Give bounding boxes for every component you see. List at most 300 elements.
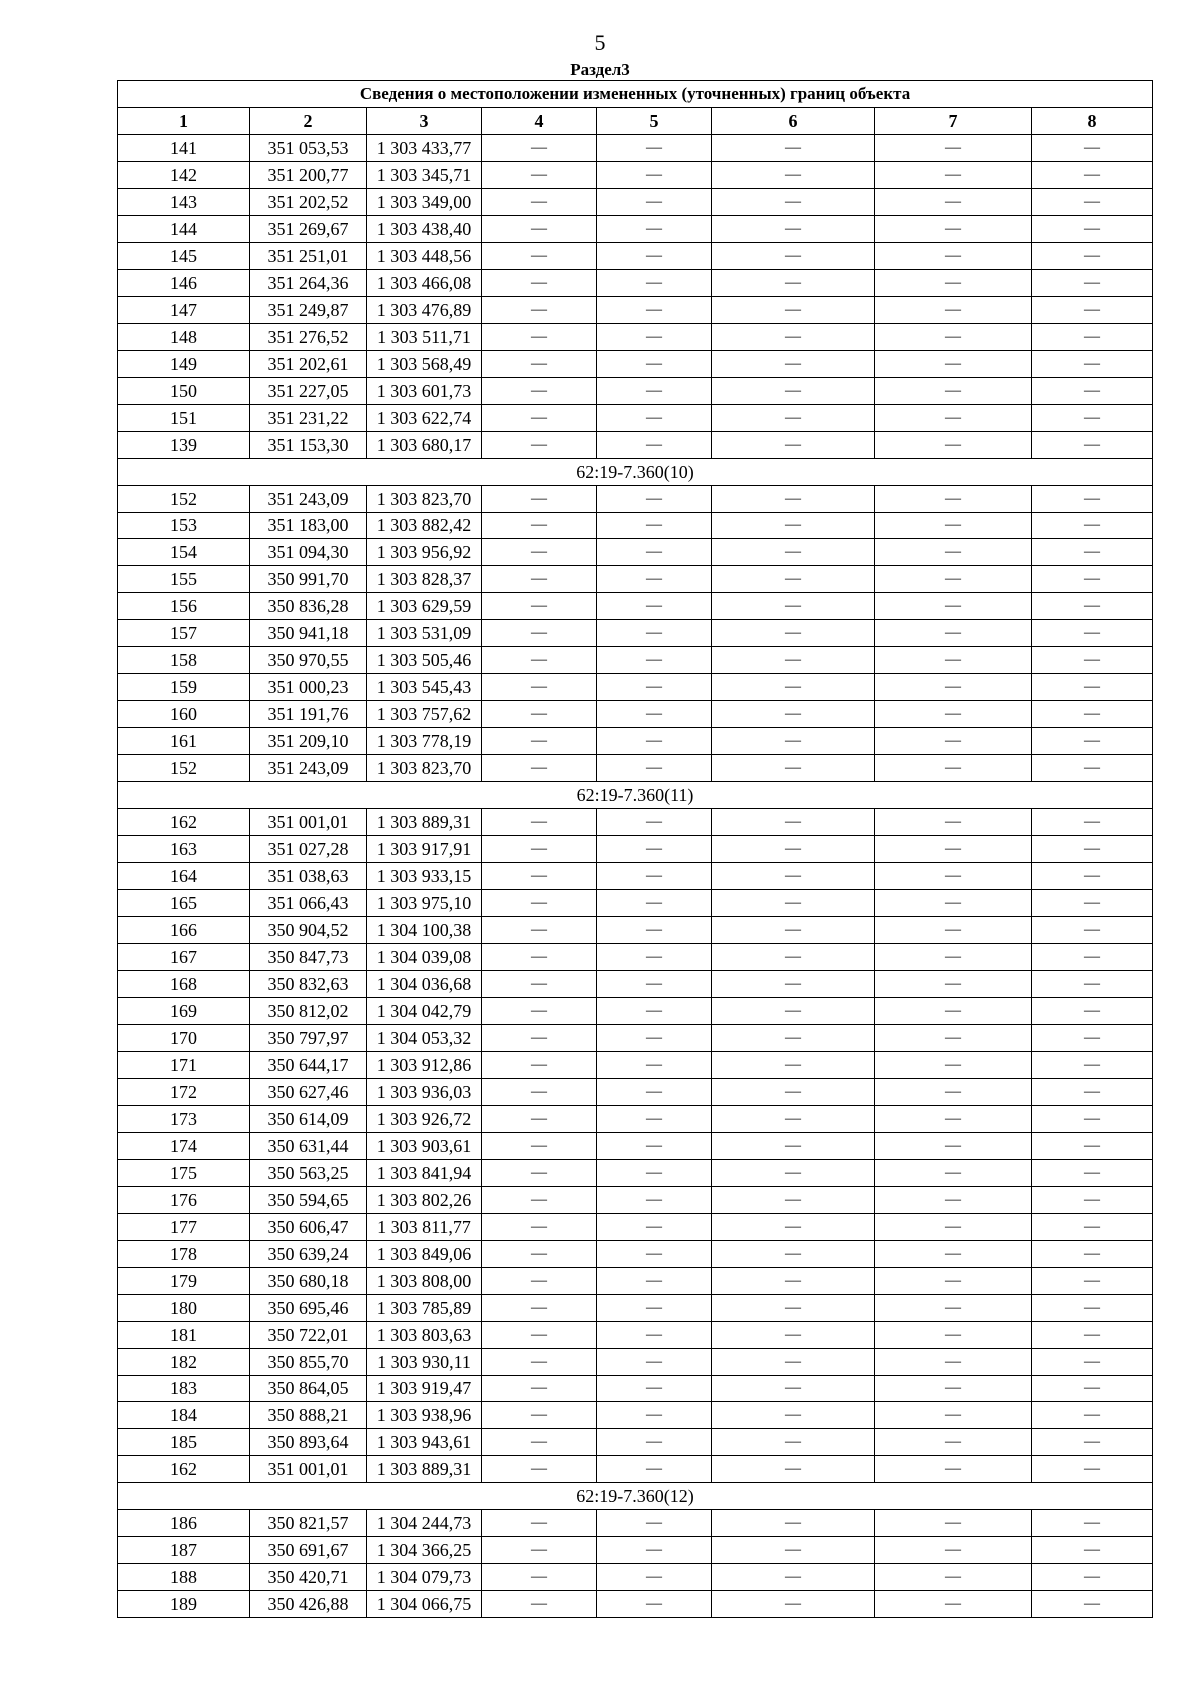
group-row	[118, 1483, 1153, 1510]
group-row	[118, 458, 1153, 485]
empty-dash-cell: —	[1032, 1105, 1153, 1132]
empty-dash-cell: —	[597, 620, 712, 647]
point-number-cell: 150	[118, 377, 250, 404]
empty-dash-cell: —	[712, 674, 875, 701]
y-coordinate-cell: 1 303 629,59	[367, 593, 482, 620]
empty-dash-cell: —	[482, 944, 597, 971]
point-number-cell: 173	[118, 1105, 250, 1132]
empty-dash-cell: —	[712, 997, 875, 1024]
empty-dash-cell: —	[712, 1510, 875, 1537]
empty-dash-cell: —	[1032, 836, 1153, 863]
table-row	[118, 1321, 1153, 1348]
empty-dash-cell: —	[712, 1591, 875, 1618]
empty-dash-cell: —	[1032, 1375, 1153, 1402]
empty-dash-cell: —	[875, 647, 1032, 674]
table-row	[118, 350, 1153, 377]
table-row	[118, 242, 1153, 269]
empty-dash-cell: —	[712, 836, 875, 863]
column-header: 1	[118, 107, 250, 134]
empty-dash-cell: —	[875, 863, 1032, 890]
x-coordinate-cell: 351 066,43	[250, 890, 367, 917]
x-coordinate-cell: 350 627,46	[250, 1078, 367, 1105]
empty-dash-cell: —	[482, 1591, 597, 1618]
empty-dash-cell: —	[712, 1105, 875, 1132]
empty-dash-cell: —	[482, 1456, 597, 1483]
empty-dash-cell: —	[597, 1510, 712, 1537]
empty-dash-cell: —	[875, 1267, 1032, 1294]
empty-dash-cell: —	[1032, 269, 1153, 296]
empty-dash-cell: —	[597, 1078, 712, 1105]
empty-dash-cell: —	[875, 809, 1032, 836]
empty-dash-cell: —	[482, 1402, 597, 1429]
empty-dash-cell: —	[597, 1186, 712, 1213]
table-row	[118, 1024, 1153, 1051]
empty-dash-cell: —	[597, 512, 712, 539]
empty-dash-cell: —	[712, 566, 875, 593]
empty-dash-cell: —	[482, 890, 597, 917]
empty-dash-cell: —	[712, 485, 875, 512]
empty-dash-cell: —	[1032, 917, 1153, 944]
empty-dash-cell: —	[482, 377, 597, 404]
x-coordinate-cell: 351 227,05	[250, 377, 367, 404]
y-coordinate-cell: 1 303 936,03	[367, 1078, 482, 1105]
x-coordinate-cell: 351 276,52	[250, 323, 367, 350]
empty-dash-cell: —	[875, 728, 1032, 755]
point-number-cell: 164	[118, 863, 250, 890]
y-coordinate-cell: 1 303 849,06	[367, 1240, 482, 1267]
table-row	[118, 323, 1153, 350]
empty-dash-cell: —	[712, 647, 875, 674]
point-number-cell: 174	[118, 1132, 250, 1159]
empty-dash-cell: —	[1032, 863, 1153, 890]
empty-dash-cell: —	[482, 1267, 597, 1294]
x-coordinate-cell: 351 209,10	[250, 728, 367, 755]
empty-dash-cell: —	[597, 1348, 712, 1375]
empty-dash-cell: —	[875, 1429, 1032, 1456]
y-coordinate-cell: 1 303 680,17	[367, 431, 482, 458]
table-row	[118, 647, 1153, 674]
y-coordinate-cell: 1 303 889,31	[367, 1456, 482, 1483]
empty-dash-cell: —	[1032, 296, 1153, 323]
x-coordinate-cell: 350 812,02	[250, 997, 367, 1024]
point-number-cell: 152	[118, 755, 250, 782]
table-row	[118, 1348, 1153, 1375]
empty-dash-cell: —	[875, 215, 1032, 242]
point-number-cell: 142	[118, 161, 250, 188]
y-coordinate-cell: 1 304 036,68	[367, 970, 482, 997]
empty-dash-cell: —	[875, 970, 1032, 997]
point-number-cell: 163	[118, 836, 250, 863]
empty-dash-cell: —	[712, 944, 875, 971]
empty-dash-cell: —	[597, 161, 712, 188]
empty-dash-cell: —	[875, 350, 1032, 377]
empty-dash-cell: —	[875, 1051, 1032, 1078]
x-coordinate-cell: 351 251,01	[250, 242, 367, 269]
empty-dash-cell: —	[597, 593, 712, 620]
empty-dash-cell: —	[712, 701, 875, 728]
empty-dash-cell: —	[597, 1294, 712, 1321]
empty-dash-cell: —	[482, 1294, 597, 1321]
table-row	[118, 1132, 1153, 1159]
empty-dash-cell: —	[875, 1375, 1032, 1402]
empty-dash-cell: —	[875, 323, 1032, 350]
point-number-cell: 170	[118, 1024, 250, 1051]
y-coordinate-cell: 1 304 039,08	[367, 944, 482, 971]
x-coordinate-cell: 350 970,55	[250, 647, 367, 674]
column-header: 7	[875, 107, 1032, 134]
empty-dash-cell: —	[875, 1294, 1032, 1321]
point-number-cell: 153	[118, 512, 250, 539]
x-coordinate-cell: 351 038,63	[250, 863, 367, 890]
group-label: 62:19-7.360(11)	[118, 782, 1153, 809]
empty-dash-cell: —	[875, 404, 1032, 431]
y-coordinate-cell: 1 304 100,38	[367, 917, 482, 944]
empty-dash-cell: —	[712, 1537, 875, 1564]
table-row	[118, 161, 1153, 188]
x-coordinate-cell: 351 231,22	[250, 404, 367, 431]
empty-dash-cell: —	[875, 161, 1032, 188]
table-row	[118, 269, 1153, 296]
empty-dash-cell: —	[482, 539, 597, 566]
point-number-cell: 149	[118, 350, 250, 377]
y-coordinate-cell: 1 303 943,61	[367, 1429, 482, 1456]
point-number-cell: 162	[118, 1456, 250, 1483]
empty-dash-cell: —	[597, 1159, 712, 1186]
x-coordinate-cell: 350 594,65	[250, 1186, 367, 1213]
table-row	[118, 1402, 1153, 1429]
empty-dash-cell: —	[712, 1024, 875, 1051]
table-row	[118, 1375, 1153, 1402]
x-coordinate-cell: 351 153,30	[250, 431, 367, 458]
table-row	[118, 1510, 1153, 1537]
point-number-cell: 187	[118, 1537, 250, 1564]
empty-dash-cell: —	[712, 1159, 875, 1186]
empty-dash-cell: —	[597, 1105, 712, 1132]
empty-dash-cell: —	[712, 1321, 875, 1348]
y-coordinate-cell: 1 303 466,08	[367, 269, 482, 296]
empty-dash-cell: —	[875, 674, 1032, 701]
empty-dash-cell: —	[712, 1240, 875, 1267]
empty-dash-cell: —	[482, 323, 597, 350]
empty-dash-cell: —	[712, 512, 875, 539]
point-number-cell: 160	[118, 701, 250, 728]
y-coordinate-cell: 1 303 926,72	[367, 1105, 482, 1132]
empty-dash-cell: —	[482, 1537, 597, 1564]
empty-dash-cell: —	[875, 944, 1032, 971]
table-row	[118, 431, 1153, 458]
empty-dash-cell: —	[712, 917, 875, 944]
empty-dash-cell: —	[875, 1132, 1032, 1159]
empty-dash-cell: —	[482, 215, 597, 242]
empty-dash-cell: —	[712, 1132, 875, 1159]
table-row	[118, 1240, 1153, 1267]
y-coordinate-cell: 1 303 349,00	[367, 188, 482, 215]
column-header: 3	[367, 107, 482, 134]
empty-dash-cell: —	[1032, 404, 1153, 431]
table-row	[118, 701, 1153, 728]
x-coordinate-cell: 351 094,30	[250, 539, 367, 566]
table-row	[118, 1105, 1153, 1132]
empty-dash-cell: —	[482, 1213, 597, 1240]
empty-dash-cell: —	[1032, 1078, 1153, 1105]
empty-dash-cell: —	[482, 566, 597, 593]
table-row	[118, 1429, 1153, 1456]
x-coordinate-cell: 350 821,57	[250, 1510, 367, 1537]
empty-dash-cell: —	[482, 863, 597, 890]
y-coordinate-cell: 1 303 511,71	[367, 323, 482, 350]
table-row	[118, 215, 1153, 242]
empty-dash-cell: —	[597, 134, 712, 161]
empty-dash-cell: —	[1032, 566, 1153, 593]
empty-dash-cell: —	[1032, 1132, 1153, 1159]
x-coordinate-cell: 350 639,24	[250, 1240, 367, 1267]
empty-dash-cell: —	[597, 215, 712, 242]
empty-dash-cell: —	[597, 296, 712, 323]
empty-dash-cell: —	[1032, 755, 1153, 782]
empty-dash-cell: —	[597, 701, 712, 728]
empty-dash-cell: —	[875, 242, 1032, 269]
point-number-cell: 183	[118, 1375, 250, 1402]
point-number-cell: 166	[118, 917, 250, 944]
table-row	[118, 1456, 1153, 1483]
y-coordinate-cell: 1 303 919,47	[367, 1375, 482, 1402]
table-row	[118, 917, 1153, 944]
empty-dash-cell: —	[875, 1105, 1032, 1132]
empty-dash-cell: —	[1032, 350, 1153, 377]
empty-dash-cell: —	[597, 350, 712, 377]
empty-dash-cell: —	[1032, 1267, 1153, 1294]
empty-dash-cell: —	[1032, 161, 1153, 188]
x-coordinate-cell: 350 644,17	[250, 1051, 367, 1078]
empty-dash-cell: —	[1032, 242, 1153, 269]
empty-dash-cell: —	[875, 1321, 1032, 1348]
point-number-cell: 186	[118, 1510, 250, 1537]
empty-dash-cell: —	[1032, 431, 1153, 458]
column-header-row	[118, 107, 1153, 134]
table-row	[118, 1267, 1153, 1294]
empty-dash-cell: —	[875, 1456, 1032, 1483]
point-number-cell: 143	[118, 188, 250, 215]
empty-dash-cell: —	[482, 161, 597, 188]
empty-dash-cell: —	[712, 593, 875, 620]
empty-dash-cell: —	[482, 404, 597, 431]
empty-dash-cell: —	[482, 1510, 597, 1537]
empty-dash-cell: —	[482, 701, 597, 728]
empty-dash-cell: —	[482, 134, 597, 161]
column-header: 6	[712, 107, 875, 134]
empty-dash-cell: —	[482, 647, 597, 674]
table-row	[118, 539, 1153, 566]
empty-dash-cell: —	[1032, 728, 1153, 755]
empty-dash-cell: —	[482, 593, 597, 620]
y-coordinate-cell: 1 303 505,46	[367, 647, 482, 674]
x-coordinate-cell: 351 269,67	[250, 215, 367, 242]
empty-dash-cell: —	[597, 404, 712, 431]
table-row	[118, 970, 1153, 997]
empty-dash-cell: —	[597, 1213, 712, 1240]
empty-dash-cell: —	[875, 1348, 1032, 1375]
point-number-cell: 182	[118, 1348, 250, 1375]
empty-dash-cell: —	[712, 539, 875, 566]
empty-dash-cell: —	[712, 1564, 875, 1591]
point-number-cell: 141	[118, 134, 250, 161]
x-coordinate-cell: 350 855,70	[250, 1348, 367, 1375]
y-coordinate-cell: 1 303 903,61	[367, 1132, 482, 1159]
y-coordinate-cell: 1 303 841,94	[367, 1159, 482, 1186]
empty-dash-cell: —	[712, 1186, 875, 1213]
empty-dash-cell: —	[712, 728, 875, 755]
point-number-cell: 168	[118, 970, 250, 997]
empty-dash-cell: —	[875, 1186, 1032, 1213]
empty-dash-cell: —	[875, 917, 1032, 944]
x-coordinate-cell: 350 631,44	[250, 1132, 367, 1159]
point-number-cell: 179	[118, 1267, 250, 1294]
empty-dash-cell: —	[597, 970, 712, 997]
point-number-cell: 159	[118, 674, 250, 701]
empty-dash-cell: —	[712, 377, 875, 404]
point-number-cell: 146	[118, 269, 250, 296]
empty-dash-cell: —	[597, 1051, 712, 1078]
empty-dash-cell: —	[712, 1213, 875, 1240]
x-coordinate-cell: 350 832,63	[250, 970, 367, 997]
point-number-cell: 151	[118, 404, 250, 431]
empty-dash-cell: —	[597, 674, 712, 701]
y-coordinate-cell: 1 304 244,73	[367, 1510, 482, 1537]
empty-dash-cell: —	[1032, 1537, 1153, 1564]
point-number-cell: 188	[118, 1564, 250, 1591]
empty-dash-cell: —	[597, 917, 712, 944]
empty-dash-cell: —	[482, 809, 597, 836]
empty-dash-cell: —	[597, 323, 712, 350]
x-coordinate-cell: 350 426,88	[250, 1591, 367, 1618]
empty-dash-cell: —	[875, 593, 1032, 620]
empty-dash-cell: —	[482, 755, 597, 782]
x-coordinate-cell: 351 000,23	[250, 674, 367, 701]
y-coordinate-cell: 1 303 828,37	[367, 566, 482, 593]
coordinates-table	[117, 80, 1153, 1618]
empty-dash-cell: —	[597, 755, 712, 782]
empty-dash-cell: —	[875, 1078, 1032, 1105]
empty-dash-cell: —	[597, 1267, 712, 1294]
table-row	[118, 1051, 1153, 1078]
empty-dash-cell: —	[1032, 620, 1153, 647]
empty-dash-cell: —	[875, 1591, 1032, 1618]
empty-dash-cell: —	[1032, 890, 1153, 917]
y-coordinate-cell: 1 303 622,74	[367, 404, 482, 431]
empty-dash-cell: —	[875, 512, 1032, 539]
y-coordinate-cell: 1 304 366,25	[367, 1537, 482, 1564]
empty-dash-cell: —	[1032, 1186, 1153, 1213]
empty-dash-cell: —	[712, 1402, 875, 1429]
empty-dash-cell: —	[1032, 674, 1153, 701]
x-coordinate-cell: 350 991,70	[250, 566, 367, 593]
empty-dash-cell: —	[482, 350, 597, 377]
empty-dash-cell: —	[597, 944, 712, 971]
empty-dash-cell: —	[712, 242, 875, 269]
empty-dash-cell: —	[875, 1024, 1032, 1051]
x-coordinate-cell: 351 027,28	[250, 836, 367, 863]
empty-dash-cell: —	[875, 431, 1032, 458]
empty-dash-cell: —	[712, 215, 875, 242]
table-row	[118, 944, 1153, 971]
empty-dash-cell: —	[875, 485, 1032, 512]
x-coordinate-cell: 351 202,52	[250, 188, 367, 215]
y-coordinate-cell: 1 303 823,70	[367, 485, 482, 512]
table-row	[118, 512, 1153, 539]
empty-dash-cell: —	[875, 296, 1032, 323]
empty-dash-cell: —	[482, 1078, 597, 1105]
empty-dash-cell: —	[597, 431, 712, 458]
column-header: 5	[597, 107, 712, 134]
empty-dash-cell: —	[712, 188, 875, 215]
empty-dash-cell: —	[875, 1537, 1032, 1564]
x-coordinate-cell: 350 691,67	[250, 1537, 367, 1564]
point-number-cell: 171	[118, 1051, 250, 1078]
point-number-cell: 175	[118, 1159, 250, 1186]
empty-dash-cell: —	[712, 1051, 875, 1078]
point-number-cell: 162	[118, 809, 250, 836]
empty-dash-cell: —	[875, 1213, 1032, 1240]
table-title: Сведения о местоположении измененных (уточненных) границ объекта	[118, 81, 1153, 108]
empty-dash-cell: —	[712, 1294, 875, 1321]
empty-dash-cell: —	[482, 1024, 597, 1051]
empty-dash-cell: —	[1032, 1402, 1153, 1429]
empty-dash-cell: —	[597, 890, 712, 917]
empty-dash-cell: —	[482, 296, 597, 323]
x-coordinate-cell: 351 200,77	[250, 161, 367, 188]
empty-dash-cell: —	[1032, 1213, 1153, 1240]
x-coordinate-cell: 351 243,09	[250, 755, 367, 782]
point-number-cell: 165	[118, 890, 250, 917]
point-number-cell: 147	[118, 296, 250, 323]
y-coordinate-cell: 1 304 079,73	[367, 1564, 482, 1591]
x-coordinate-cell: 350 606,47	[250, 1213, 367, 1240]
empty-dash-cell: —	[482, 970, 597, 997]
empty-dash-cell: —	[1032, 593, 1153, 620]
y-coordinate-cell: 1 303 476,89	[367, 296, 482, 323]
empty-dash-cell: —	[1032, 1051, 1153, 1078]
table-title-row	[118, 81, 1153, 108]
empty-dash-cell: —	[482, 1321, 597, 1348]
empty-dash-cell: —	[597, 1375, 712, 1402]
empty-dash-cell: —	[875, 1159, 1032, 1186]
empty-dash-cell: —	[482, 836, 597, 863]
table-row	[118, 1186, 1153, 1213]
empty-dash-cell: —	[1032, 1240, 1153, 1267]
table-row	[118, 1213, 1153, 1240]
empty-dash-cell: —	[597, 836, 712, 863]
empty-dash-cell: —	[597, 728, 712, 755]
group-row	[118, 782, 1153, 809]
empty-dash-cell: —	[597, 269, 712, 296]
point-number-cell: 172	[118, 1078, 250, 1105]
y-coordinate-cell: 1 303 917,91	[367, 836, 482, 863]
empty-dash-cell: —	[875, 269, 1032, 296]
empty-dash-cell: —	[597, 1429, 712, 1456]
empty-dash-cell: —	[875, 1564, 1032, 1591]
empty-dash-cell: —	[1032, 1159, 1153, 1186]
y-coordinate-cell: 1 303 956,92	[367, 539, 482, 566]
empty-dash-cell: —	[712, 809, 875, 836]
x-coordinate-cell: 350 420,71	[250, 1564, 367, 1591]
point-number-cell: 152	[118, 485, 250, 512]
empty-dash-cell: —	[597, 1240, 712, 1267]
point-number-cell: 178	[118, 1240, 250, 1267]
empty-dash-cell: —	[712, 323, 875, 350]
empty-dash-cell: —	[597, 647, 712, 674]
empty-dash-cell: —	[1032, 1294, 1153, 1321]
empty-dash-cell: —	[712, 1078, 875, 1105]
